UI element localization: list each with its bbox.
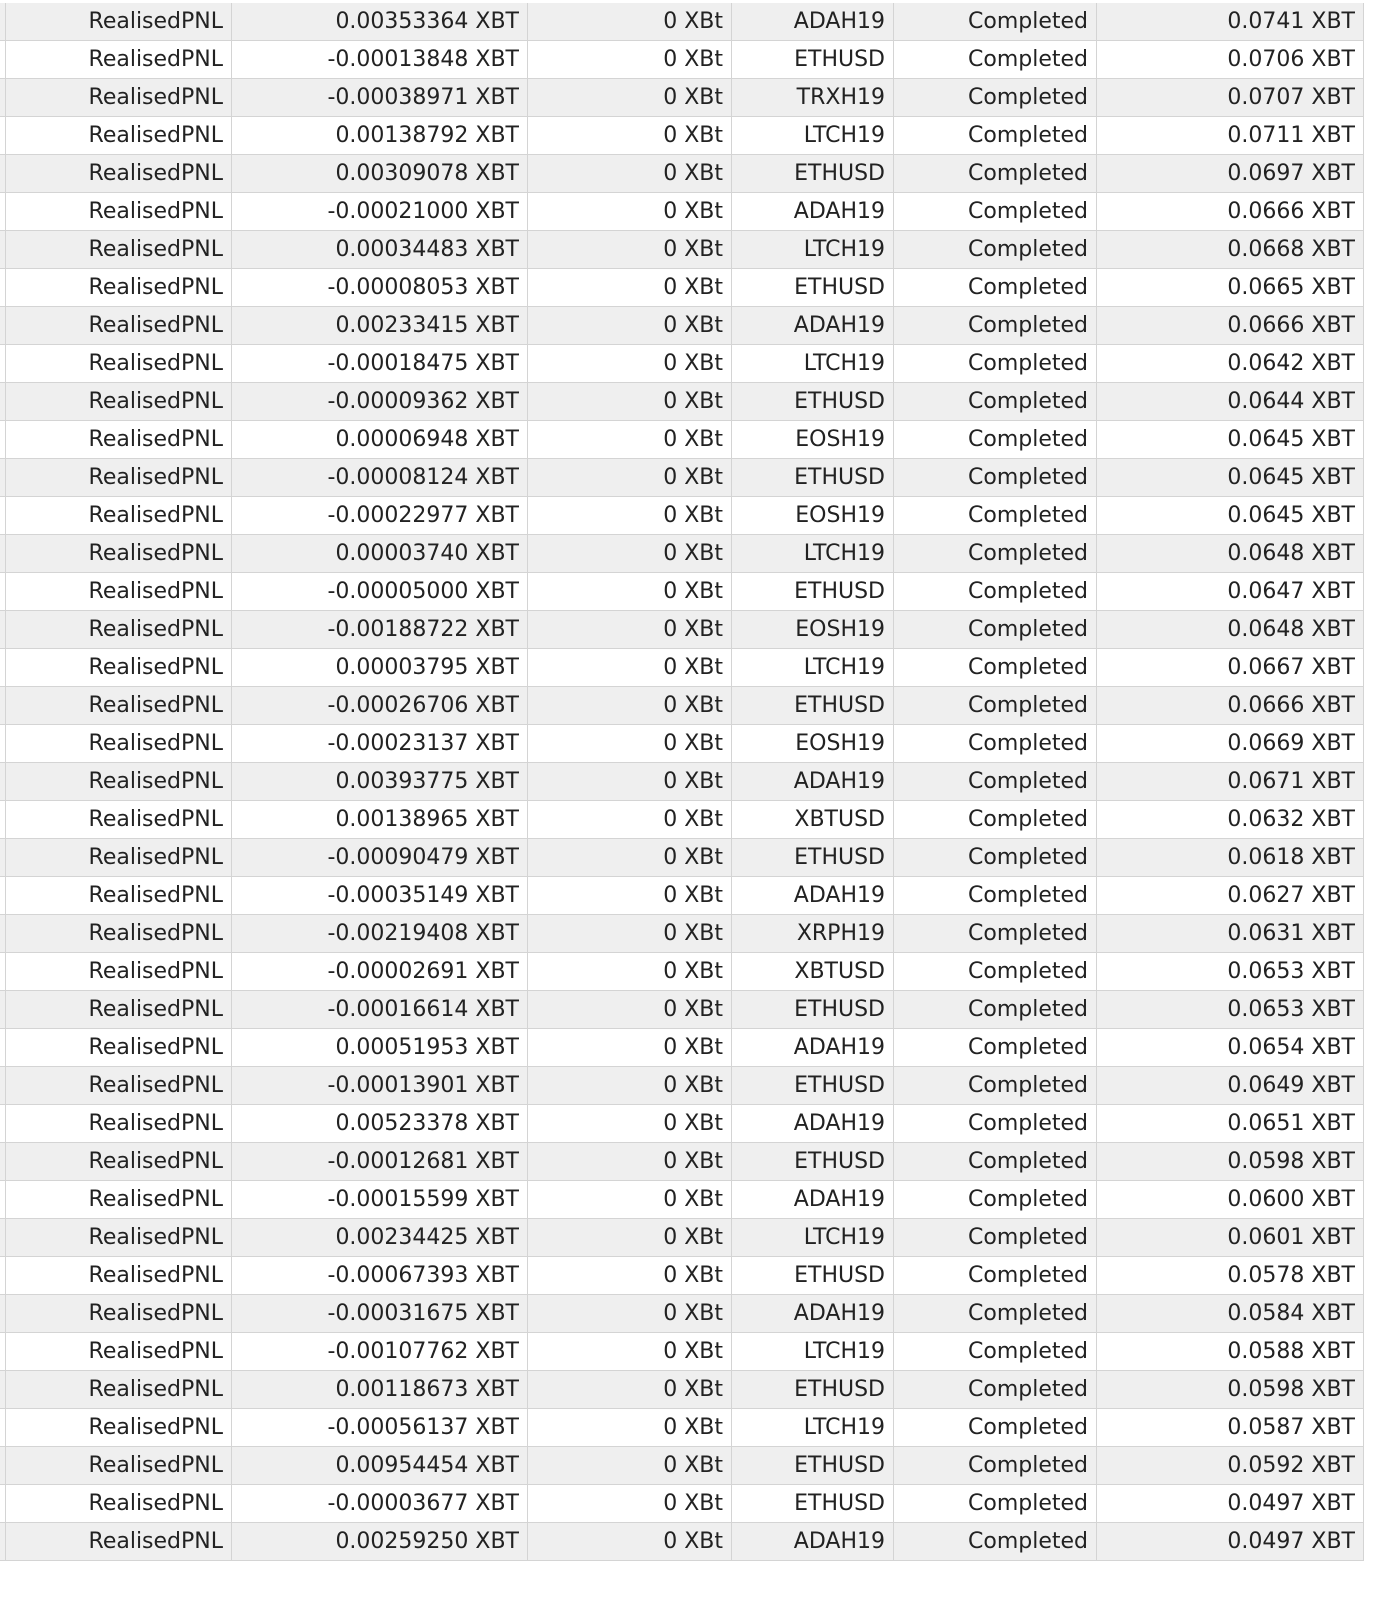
fee-cell[interactable]: 0 XBt [528,1143,732,1180]
status-cell[interactable]: Completed [894,877,1097,914]
status-cell[interactable]: Completed [894,1219,1097,1256]
wallet-balance-cell[interactable]: 0.0632 XBT [1097,801,1364,838]
wallet-balance-cell[interactable]: 0.0666 XBT [1097,307,1364,344]
fee-cell[interactable]: 0 XBt [528,649,732,686]
amount-cell[interactable]: 0.00118673 XBT [232,1371,528,1408]
amount-cell[interactable]: 0.00006948 XBT [232,421,528,458]
status-cell[interactable]: Completed [894,763,1097,800]
fee-cell[interactable]: 0 XBt [528,3,732,40]
table-row [0,193,1364,231]
wallet-balance-cell[interactable]: 0.0648 XBT [1097,535,1364,572]
wallet-balance-cell[interactable]: 0.0578 XBT [1097,1257,1364,1294]
amount-cell[interactable]: -0.00012681 XBT [232,1143,528,1180]
amount-cell[interactable]: 0.00051953 XBT [232,1029,528,1066]
amount-cell[interactable]: -0.00056137 XBT [232,1409,528,1446]
status-cell[interactable]: Completed [894,345,1097,382]
transaction-type-cell[interactable]: RealisedPNL [6,649,232,686]
amount-cell[interactable]: -0.00090479 XBT [232,839,528,876]
amount-cell[interactable]: -0.00009362 XBT [232,383,528,420]
fee-cell[interactable]: 0 XBt [528,421,732,458]
symbol-cell[interactable]: ETHUSD [732,1257,894,1294]
amount-cell[interactable]: -0.00002691 XBT [232,953,528,990]
transaction-type-cell[interactable]: RealisedPNL [6,725,232,762]
table-row [0,231,1364,269]
amount-cell[interactable]: -0.00021000 XBT [232,193,528,230]
transaction-type-cell[interactable]: RealisedPNL [6,155,232,192]
table-row [0,1181,1364,1219]
symbol-cell[interactable]: ETHUSD [732,41,894,78]
symbol-cell[interactable]: ETHUSD [732,1447,894,1484]
transaction-type-cell[interactable]: RealisedPNL [6,117,232,154]
status-cell[interactable]: Completed [894,1485,1097,1522]
amount-cell[interactable]: 0.00138965 XBT [232,801,528,838]
fee-cell[interactable]: 0 XBt [528,117,732,154]
status-cell[interactable]: Completed [894,117,1097,154]
transaction-type-cell[interactable]: RealisedPNL [6,1371,232,1408]
symbol-cell[interactable]: EOSH19 [732,725,894,762]
table-row [0,801,1364,839]
symbol-cell[interactable]: XBTUSD [732,953,894,990]
status-cell[interactable]: Completed [894,383,1097,420]
wallet-balance-cell[interactable]: 0.0706 XBT [1097,41,1364,78]
fee-cell[interactable]: 0 XBt [528,1295,732,1332]
table-row [0,117,1364,155]
table-row [0,307,1364,345]
status-cell[interactable]: Completed [894,231,1097,268]
fee-cell[interactable]: 0 XBt [528,1447,732,1484]
symbol-cell[interactable]: ADAH19 [732,877,894,914]
fee-cell[interactable]: 0 XBt [528,41,732,78]
spreadsheet-grid [0,3,1364,1561]
fee-cell[interactable]: 0 XBt [528,1219,732,1256]
transaction-type-cell[interactable]: RealisedPNL [6,1295,232,1332]
wallet-balance-cell[interactable]: 0.0592 XBT [1097,1447,1364,1484]
status-cell[interactable]: Completed [894,1067,1097,1104]
wallet-balance-cell[interactable]: 0.0667 XBT [1097,649,1364,686]
amount-cell[interactable]: -0.00107762 XBT [232,1333,528,1370]
wallet-balance-cell[interactable]: 0.0666 XBT [1097,193,1364,230]
transaction-type-cell[interactable]: RealisedPNL [6,1219,232,1256]
transaction-type-cell[interactable]: RealisedPNL [6,1143,232,1180]
wallet-balance-cell[interactable]: 0.0598 XBT [1097,1143,1364,1180]
status-cell[interactable]: Completed [894,991,1097,1028]
status-cell[interactable]: Completed [894,687,1097,724]
wallet-balance-cell[interactable]: 0.0618 XBT [1097,839,1364,876]
status-cell[interactable]: Completed [894,1523,1097,1560]
table-row [0,79,1364,117]
amount-cell[interactable]: -0.00026706 XBT [232,687,528,724]
transaction-type-cell[interactable]: RealisedPNL [6,1029,232,1066]
transaction-type-cell[interactable]: RealisedPNL [6,41,232,78]
amount-cell[interactable]: -0.00038971 XBT [232,79,528,116]
symbol-cell[interactable]: ETHUSD [732,1485,894,1522]
table-row [0,1447,1364,1485]
amount-cell[interactable]: 0.00259250 XBT [232,1523,528,1560]
fee-cell[interactable]: 0 XBt [528,1333,732,1370]
symbol-cell[interactable]: ETHUSD [732,383,894,420]
table-row [0,1257,1364,1295]
transaction-type-cell[interactable]: RealisedPNL [6,1067,232,1104]
wallet-balance-cell[interactable]: 0.0697 XBT [1097,155,1364,192]
status-cell[interactable]: Completed [894,801,1097,838]
table-row [0,1105,1364,1143]
amount-cell[interactable]: 0.00353364 XBT [232,3,528,40]
table-row [0,1029,1364,1067]
amount-cell[interactable]: 0.00523378 XBT [232,1105,528,1142]
transaction-type-cell[interactable]: RealisedPNL [6,1105,232,1142]
status-cell[interactable]: Completed [894,953,1097,990]
amount-cell[interactable]: -0.00003677 XBT [232,1485,528,1522]
symbol-cell[interactable]: ADAH19 [732,1029,894,1066]
table-row [0,915,1364,953]
fee-cell[interactable]: 0 XBt [528,801,732,838]
fee-cell[interactable]: 0 XBt [528,155,732,192]
fee-cell[interactable]: 0 XBt [528,1523,732,1560]
fee-cell[interactable]: 0 XBt [528,763,732,800]
wallet-balance-cell[interactable]: 0.0601 XBT [1097,1219,1364,1256]
symbol-cell[interactable]: ADAH19 [732,1181,894,1218]
wallet-balance-cell[interactable]: 0.0741 XBT [1097,3,1364,40]
wallet-balance-cell[interactable]: 0.0600 XBT [1097,1181,1364,1218]
status-cell[interactable]: Completed [894,459,1097,496]
fee-cell[interactable]: 0 XBt [528,383,732,420]
fee-cell[interactable]: 0 XBt [528,307,732,344]
fee-cell[interactable]: 0 XBt [528,725,732,762]
symbol-cell[interactable]: LTCH19 [732,535,894,572]
transaction-type-cell[interactable]: RealisedPNL [6,1181,232,1218]
status-cell[interactable]: Completed [894,79,1097,116]
symbol-cell[interactable]: EOSH19 [732,421,894,458]
status-cell[interactable]: Completed [894,1333,1097,1370]
transaction-type-cell[interactable]: RealisedPNL [6,193,232,230]
table-row [0,1371,1364,1409]
symbol-cell[interactable]: ETHUSD [732,1371,894,1408]
transaction-type-cell[interactable]: RealisedPNL [6,573,232,610]
wallet-balance-cell[interactable]: 0.0598 XBT [1097,1371,1364,1408]
wallet-balance-cell[interactable]: 0.0497 XBT [1097,1523,1364,1560]
symbol-cell[interactable]: LTCH19 [732,345,894,382]
transaction-type-cell[interactable]: RealisedPNL [6,1447,232,1484]
table-row [0,725,1364,763]
symbol-cell[interactable]: ETHUSD [732,839,894,876]
symbol-cell[interactable]: EOSH19 [732,611,894,648]
transaction-type-cell[interactable]: RealisedPNL [6,345,232,382]
wallet-balance-cell[interactable]: 0.0631 XBT [1097,915,1364,952]
status-cell[interactable]: Completed [894,1105,1097,1142]
wallet-balance-cell[interactable]: 0.0644 XBT [1097,383,1364,420]
status-cell[interactable]: Completed [894,41,1097,78]
symbol-cell[interactable]: LTCH19 [732,231,894,268]
transaction-type-cell[interactable]: RealisedPNL [6,953,232,990]
table-row [0,1295,1364,1333]
amount-cell[interactable]: -0.00022977 XBT [232,497,528,534]
amount-cell[interactable]: -0.00031675 XBT [232,1295,528,1332]
transaction-type-cell[interactable]: RealisedPNL [6,801,232,838]
amount-cell[interactable]: -0.00008053 XBT [232,269,528,306]
wallet-balance-cell[interactable]: 0.0649 XBT [1097,1067,1364,1104]
fee-cell[interactable]: 0 XBt [528,193,732,230]
amount-cell[interactable]: 0.00954454 XBT [232,1447,528,1484]
wallet-balance-cell[interactable]: 0.0666 XBT [1097,687,1364,724]
symbol-cell[interactable]: ETHUSD [732,687,894,724]
amount-cell[interactable]: 0.00138792 XBT [232,117,528,154]
status-cell[interactable]: Completed [894,573,1097,610]
table-row [0,991,1364,1029]
transaction-type-cell[interactable]: RealisedPNL [6,459,232,496]
symbol-cell[interactable]: XBTUSD [732,801,894,838]
wallet-balance-cell[interactable]: 0.0627 XBT [1097,877,1364,914]
status-cell[interactable]: Completed [894,1295,1097,1332]
transaction-type-cell[interactable]: RealisedPNL [6,1257,232,1294]
table-row [0,1523,1364,1561]
amount-cell[interactable]: -0.00008124 XBT [232,459,528,496]
symbol-cell[interactable]: LTCH19 [732,1409,894,1446]
transaction-type-cell[interactable]: RealisedPNL [6,421,232,458]
transaction-type-cell[interactable]: RealisedPNL [6,915,232,952]
table-row [0,1067,1364,1105]
table-row [0,953,1364,991]
amount-cell[interactable]: 0.00309078 XBT [232,155,528,192]
wallet-balance-cell[interactable]: 0.0668 XBT [1097,231,1364,268]
amount-cell[interactable]: -0.00016614 XBT [232,991,528,1028]
wallet-balance-cell[interactable]: 0.0711 XBT [1097,117,1364,154]
table-row [0,763,1364,801]
fee-cell[interactable]: 0 XBt [528,991,732,1028]
table-row [0,1143,1364,1181]
amount-cell[interactable]: -0.00219408 XBT [232,915,528,952]
fee-cell[interactable]: 0 XBt [528,953,732,990]
fee-cell[interactable]: 0 XBt [528,535,732,572]
status-cell[interactable]: Completed [894,649,1097,686]
wallet-balance-cell[interactable]: 0.0653 XBT [1097,953,1364,990]
fee-cell[interactable]: 0 XBt [528,687,732,724]
status-cell[interactable]: Completed [894,535,1097,572]
table-row [0,535,1364,573]
transaction-type-cell[interactable]: RealisedPNL [6,535,232,572]
table-row [0,1219,1364,1257]
status-cell[interactable]: Completed [894,155,1097,192]
fee-cell[interactable]: 0 XBt [528,231,732,268]
table-row [0,421,1364,459]
symbol-cell[interactable]: ETHUSD [732,269,894,306]
fee-cell[interactable]: 0 XBt [528,1409,732,1446]
table-row [0,649,1364,687]
fee-cell[interactable]: 0 XBt [528,1257,732,1294]
symbol-cell[interactable]: LTCH19 [732,117,894,154]
wallet-balance-cell[interactable]: 0.0587 XBT [1097,1409,1364,1446]
amount-cell[interactable]: -0.00018475 XBT [232,345,528,382]
fee-cell[interactable]: 0 XBt [528,1485,732,1522]
wallet-balance-cell[interactable]: 0.0651 XBT [1097,1105,1364,1142]
fee-cell[interactable]: 0 XBt [528,573,732,610]
status-cell[interactable]: Completed [894,839,1097,876]
symbol-cell[interactable]: TRXH19 [732,79,894,116]
status-cell[interactable]: Completed [894,725,1097,762]
symbol-cell[interactable]: EOSH19 [732,497,894,534]
table-row [0,687,1364,725]
table-row [0,3,1364,41]
fee-cell[interactable]: 0 XBt [528,611,732,648]
symbol-cell[interactable]: ETHUSD [732,459,894,496]
amount-cell[interactable]: -0.00015599 XBT [232,1181,528,1218]
fee-cell[interactable]: 0 XBt [528,877,732,914]
status-cell[interactable]: Completed [894,1029,1097,1066]
wallet-balance-cell[interactable]: 0.0642 XBT [1097,345,1364,382]
symbol-cell[interactable]: ADAH19 [732,307,894,344]
symbol-cell[interactable]: LTCH19 [732,1219,894,1256]
amount-cell[interactable]: -0.00005000 XBT [232,573,528,610]
amount-cell[interactable]: -0.00023137 XBT [232,725,528,762]
transaction-type-cell[interactable]: RealisedPNL [6,1333,232,1370]
wallet-balance-cell[interactable]: 0.0654 XBT [1097,1029,1364,1066]
fee-cell[interactable]: 0 XBt [528,1029,732,1066]
fee-cell[interactable]: 0 XBt [528,839,732,876]
amount-cell[interactable]: 0.00393775 XBT [232,763,528,800]
transaction-type-cell[interactable]: RealisedPNL [6,1485,232,1522]
transaction-type-cell[interactable]: RealisedPNL [6,877,232,914]
status-cell[interactable]: Completed [894,915,1097,952]
amount-cell[interactable]: -0.00013901 XBT [232,1067,528,1104]
transaction-type-cell[interactable]: RealisedPNL [6,497,232,534]
table-row [0,1333,1364,1371]
table-row [0,1409,1364,1447]
transaction-type-cell[interactable]: RealisedPNL [6,79,232,116]
status-cell[interactable]: Completed [894,1409,1097,1446]
status-cell[interactable]: Completed [894,1181,1097,1218]
wallet-balance-cell[interactable]: 0.0588 XBT [1097,1333,1364,1370]
table-row [0,497,1364,535]
symbol-cell[interactable]: ETHUSD [732,991,894,1028]
symbol-cell[interactable]: ETHUSD [732,573,894,610]
fee-cell[interactable]: 0 XBt [528,1371,732,1408]
status-cell[interactable]: Completed [894,611,1097,648]
amount-cell[interactable]: -0.00035149 XBT [232,877,528,914]
symbol-cell[interactable]: ETHUSD [732,155,894,192]
transaction-type-cell[interactable]: RealisedPNL [6,839,232,876]
symbol-cell[interactable]: ADAH19 [732,763,894,800]
symbol-cell[interactable]: ADAH19 [732,1295,894,1332]
symbol-cell[interactable]: ETHUSD [732,1143,894,1180]
symbol-cell[interactable]: LTCH19 [732,1333,894,1370]
transaction-type-cell[interactable]: RealisedPNL [6,611,232,648]
wallet-balance-cell[interactable]: 0.0665 XBT [1097,269,1364,306]
amount-cell[interactable]: 0.00234425 XBT [232,1219,528,1256]
status-cell[interactable]: Completed [894,421,1097,458]
fee-cell[interactable]: 0 XBt [528,345,732,382]
transaction-type-cell[interactable]: RealisedPNL [6,687,232,724]
amount-cell[interactable]: 0.00003740 XBT [232,535,528,572]
wallet-balance-cell[interactable]: 0.0648 XBT [1097,611,1364,648]
fee-cell[interactable]: 0 XBt [528,1105,732,1142]
wallet-balance-cell[interactable]: 0.0645 XBT [1097,497,1364,534]
status-cell[interactable]: Completed [894,1447,1097,1484]
status-cell[interactable]: Completed [894,307,1097,344]
transaction-type-cell[interactable]: RealisedPNL [6,231,232,268]
transaction-type-cell[interactable]: RealisedPNL [6,269,232,306]
table-row [0,877,1364,915]
table-row [0,1485,1364,1523]
amount-cell[interactable]: 0.00034483 XBT [232,231,528,268]
status-cell[interactable]: Completed [894,3,1097,40]
table-row [0,839,1364,877]
symbol-cell[interactable]: ADAH19 [732,1523,894,1560]
transaction-type-cell[interactable]: RealisedPNL [6,1523,232,1560]
wallet-balance-cell[interactable]: 0.0707 XBT [1097,79,1364,116]
wallet-balance-cell[interactable]: 0.0497 XBT [1097,1485,1364,1522]
status-cell[interactable]: Completed [894,497,1097,534]
status-cell[interactable]: Completed [894,1257,1097,1294]
amount-cell[interactable]: -0.00067393 XBT [232,1257,528,1294]
fee-cell[interactable]: 0 XBt [528,915,732,952]
transaction-type-cell[interactable]: RealisedPNL [6,763,232,800]
status-cell[interactable]: Completed [894,193,1097,230]
transaction-type-cell[interactable]: RealisedPNL [6,383,232,420]
transaction-type-cell[interactable]: RealisedPNL [6,991,232,1028]
symbol-cell[interactable]: ETHUSD [732,1067,894,1104]
transaction-type-cell[interactable]: RealisedPNL [6,307,232,344]
table-row [0,155,1364,193]
wallet-balance-cell[interactable]: 0.0653 XBT [1097,991,1364,1028]
table-row [0,269,1364,307]
transaction-type-cell[interactable]: RealisedPNL [6,1409,232,1446]
symbol-cell[interactable]: LTCH19 [732,649,894,686]
table-row [0,41,1364,79]
symbol-cell[interactable]: XRPH19 [732,915,894,952]
wallet-balance-cell[interactable]: 0.0645 XBT [1097,459,1364,496]
table-row [0,383,1364,421]
symbol-cell[interactable]: ADAH19 [732,3,894,40]
fee-cell[interactable]: 0 XBt [528,1181,732,1218]
wallet-balance-cell[interactable]: 0.0645 XBT [1097,421,1364,458]
amount-cell[interactable]: -0.00188722 XBT [232,611,528,648]
fee-cell[interactable]: 0 XBt [528,1067,732,1104]
symbol-cell[interactable]: ADAH19 [732,193,894,230]
amount-cell[interactable]: 0.00003795 XBT [232,649,528,686]
fee-cell[interactable]: 0 XBt [528,79,732,116]
wallet-balance-cell[interactable]: 0.0647 XBT [1097,573,1364,610]
wallet-balance-cell[interactable]: 0.0671 XBT [1097,763,1364,800]
table-row [0,573,1364,611]
wallet-balance-cell[interactable]: 0.0584 XBT [1097,1295,1364,1332]
symbol-cell[interactable]: ADAH19 [732,1105,894,1142]
fee-cell[interactable]: 0 XBt [528,459,732,496]
table-row [0,459,1364,497]
table-row [0,345,1364,383]
amount-cell[interactable]: 0.00233415 XBT [232,307,528,344]
transaction-type-cell[interactable]: RealisedPNL [6,3,232,40]
status-cell[interactable]: Completed [894,1371,1097,1408]
table-row [0,611,1364,649]
amount-cell[interactable]: -0.00013848 XBT [232,41,528,78]
wallet-balance-cell[interactable]: 0.0669 XBT [1097,725,1364,762]
fee-cell[interactable]: 0 XBt [528,497,732,534]
fee-cell[interactable]: 0 XBt [528,269,732,306]
status-cell[interactable]: Completed [894,269,1097,306]
status-cell[interactable]: Completed [894,1143,1097,1180]
